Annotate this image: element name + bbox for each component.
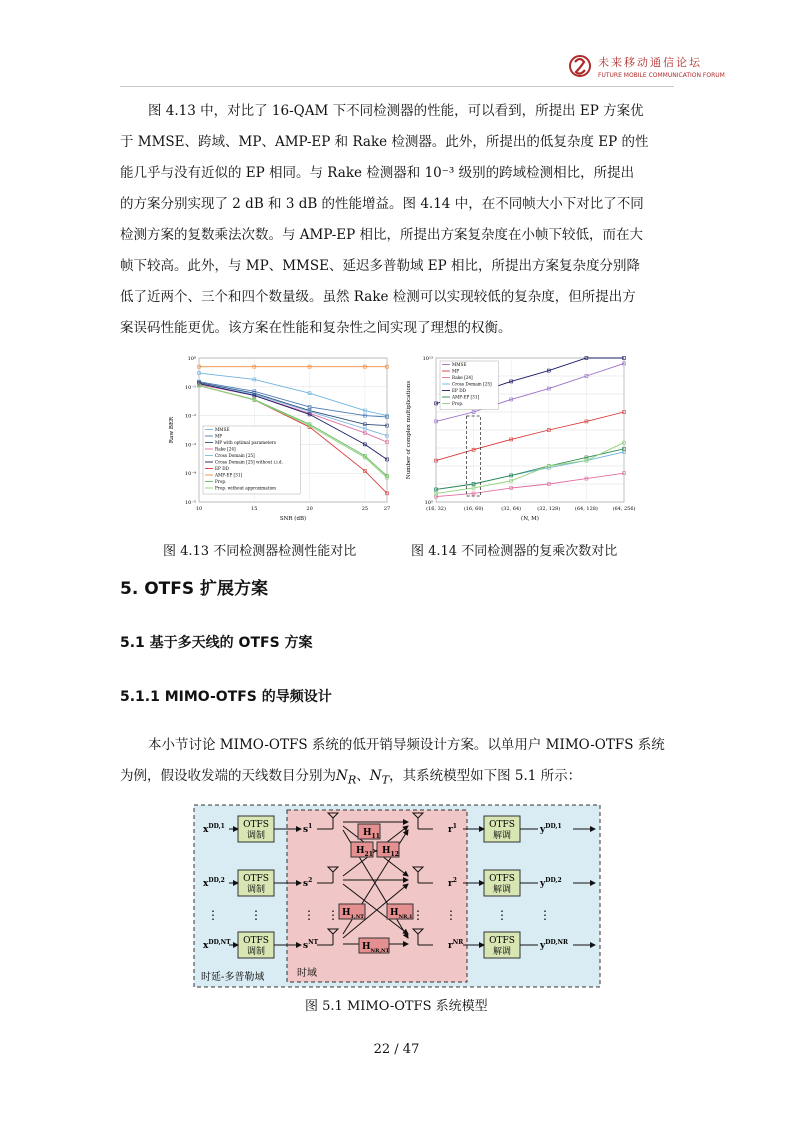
modulator-block xyxy=(238,816,274,842)
nt-sub: T xyxy=(381,773,390,787)
legend-label: MMSE xyxy=(452,362,467,367)
svg-text:调制: 调制 xyxy=(246,831,266,841)
x2-label: $x^{DD,2}$ xyxy=(203,877,225,889)
x-tick-label: 25 xyxy=(361,506,369,512)
chart-legend xyxy=(203,426,300,494)
legend-label: Rake [24] xyxy=(215,446,236,452)
intro-line: 案误码性能更优。该方案在性能和复杂性之间实现了理想的权衡。 xyxy=(120,320,512,336)
x1-label: $x^{DD,1}$ xyxy=(203,823,225,835)
svg-text:解调: 解调 xyxy=(492,947,512,957)
subsection-heading: 5.1 基于多天线的 OTFS 方案 xyxy=(120,635,313,651)
legend-label: EP DD xyxy=(452,388,466,393)
intro-line: 的方案分别实现了 2 dB 和 3 dB 的性能增益。图 4.14 中，在不同帧大小下对比了不同 xyxy=(120,196,644,212)
s2-label: $s^2$ xyxy=(303,877,313,889)
complexity-chart xyxy=(402,352,636,524)
pilot-text: ，其系统模型如下图 5.1 所示： xyxy=(389,768,582,784)
svg-text:⋮: ⋮ xyxy=(303,908,315,922)
svg-text:⋮: ⋮ xyxy=(496,908,508,922)
nt-symbol xyxy=(369,768,390,787)
legend-label: Cross Domain [25] xyxy=(215,453,255,458)
svg-text:OTFS: OTFS xyxy=(243,936,269,946)
separator: 、 xyxy=(356,768,370,784)
h1n-box xyxy=(339,904,365,920)
y-axis-label: Number of complex multiplications xyxy=(406,380,412,480)
svg-text:OTFS: OTFS xyxy=(489,874,515,884)
legend-label: Prop. xyxy=(215,479,227,484)
nr-sub: R xyxy=(347,773,357,787)
y-tick-label: 10⁻³ xyxy=(184,442,196,449)
nr-symbol xyxy=(336,768,357,787)
header-divider xyxy=(120,86,674,87)
x-tick-label: (32, 64) xyxy=(501,506,522,512)
legend-label: MP xyxy=(215,433,223,439)
intro-line: 能几乎与没有近似的 EP 相同。与 Rake 检测器和 10⁻³ 级别的跨域检测相比，所提出 xyxy=(120,165,635,181)
logo-chinese: 未来移动通信论坛 xyxy=(598,56,702,69)
svg-text:OTFS: OTFS xyxy=(243,820,269,830)
x-tick-label: 20 xyxy=(306,506,313,512)
demodulator-block xyxy=(484,816,520,842)
yn-label: $y^{DD,NR}$ xyxy=(540,939,568,951)
svg-text:OTFS: OTFS xyxy=(243,874,269,884)
svg-text:⋮: ⋮ xyxy=(207,908,219,922)
x-axis-label: SNR (dB) xyxy=(279,516,307,522)
x-tick-label: (64, 128) xyxy=(574,506,598,512)
svg-text:解调: 解调 xyxy=(492,831,512,841)
x-tick-label: (16, 60) xyxy=(463,506,484,512)
y1-label: $y^{DD,1}$ xyxy=(540,823,562,835)
nr-letter: N xyxy=(336,768,348,784)
intro-line: 于 MMSE、跨域、MP、AMP-EP 和 Rake 检测器。此外，所提出的低复杂度 EP 的性 xyxy=(120,134,649,150)
r1-label: $r^1$ xyxy=(448,823,457,835)
hn1-box xyxy=(387,904,413,920)
y-tick-label: 10⁻⁴ xyxy=(184,471,196,478)
y-tick-label: 10⁻¹ xyxy=(184,384,196,391)
fig-5-1-caption: 图 5.1 MIMO-OTFS 系统模型 xyxy=(305,999,488,1014)
pilot-text: 为例，假设收发端的天线数目分别为 xyxy=(120,768,336,784)
legend-label: AMP-EP [31] xyxy=(452,394,480,400)
x-tick-label: 27 xyxy=(383,506,391,512)
modulator-block xyxy=(238,932,274,958)
section-heading: 5. OTFS 扩展方案 xyxy=(120,579,269,599)
y-axis-label: Raw BER xyxy=(169,416,175,444)
legend-label: Cross Domain [25] without i.i.d. xyxy=(215,459,283,465)
x-tick-label: 10 xyxy=(195,506,203,512)
legend-label: Prop. xyxy=(452,401,464,406)
svg-text:⋮: ⋮ xyxy=(327,908,339,922)
demodulator-block xyxy=(484,870,520,896)
rn-label: $r^{NR}$ xyxy=(448,939,464,951)
mimo-otfs-diagram xyxy=(193,804,601,988)
logo-text xyxy=(598,54,725,79)
h21-box xyxy=(351,842,373,858)
svg-text:调制: 调制 xyxy=(246,885,266,895)
svg-text:解调: 解调 xyxy=(492,885,512,895)
svg-text:HNR,1: $H_{NR,1}$ xyxy=(390,908,413,920)
legend-label: MMSE xyxy=(215,427,230,432)
x-tick-label: 15 xyxy=(251,506,258,512)
x-tick-label: (64, 256) xyxy=(612,506,636,512)
y2-label: $y^{DD,2}$ xyxy=(540,877,562,889)
svg-text:⋮: ⋮ xyxy=(445,908,457,922)
chart-legend xyxy=(440,361,498,410)
svg-text:H1,NT: $H_{1,NT}$ xyxy=(342,908,365,920)
y-tick-label: 10⁵ xyxy=(424,500,433,506)
modulator-block xyxy=(238,870,274,896)
hnn-box xyxy=(359,938,390,954)
svg-text:H11: $H_{11}$ xyxy=(363,828,380,840)
y-tick-label: 10¹³ xyxy=(422,356,433,362)
svg-text:H12: $H_{12}$ xyxy=(382,846,399,858)
dd-domain-label: 时延-多普勒域 xyxy=(201,972,265,983)
fig-4-14-caption: 图 4.14 不同检测器的复乘次数对比 xyxy=(411,544,618,559)
y-tick-label: 10⁻² xyxy=(184,413,196,420)
fig-4-13-caption: 图 4.13 不同检测器检测性能对比 xyxy=(163,544,357,559)
intro-line: 低了近两个、三个和四个数量级。虽然 Rake 检测可以实现较低的复杂度，但所提出方 xyxy=(120,289,636,305)
subsubsection-heading: 5.1.1 MIMO-OTFS 的导频设计 xyxy=(120,689,332,705)
time-domain-label: 时域 xyxy=(297,968,317,979)
intro-line: 图 4.13 中，对比了 16-QAM 下不同检测器的性能，可以看到，所提出 EP 方案优 xyxy=(148,103,644,119)
demodulator-block xyxy=(484,932,520,958)
ber-chart xyxy=(165,352,393,524)
page-number: 22 / 47 xyxy=(373,1042,420,1057)
logo-english: FUTURE MOBILE COMMUNICATION FORUM xyxy=(598,72,725,79)
h12-box xyxy=(377,842,399,858)
x-tick-label: (16, 32) xyxy=(426,506,446,512)
intro-paragraph xyxy=(120,96,674,344)
s1-label: $s^1$ xyxy=(303,823,313,835)
svg-text:HNR,NT: $H_{NR,NT}$ xyxy=(362,942,390,954)
x-tick-label: (32, 128) xyxy=(537,506,561,512)
y-tick-label: 10⁻⁵ xyxy=(184,500,196,506)
h11-box xyxy=(358,824,380,840)
legend-label: Prop. without approximation xyxy=(215,485,277,491)
svg-text:⋮: ⋮ xyxy=(412,908,424,922)
svg-text:OTFS: OTFS xyxy=(489,936,515,946)
legend-label: AMP-EP [31] xyxy=(215,472,243,478)
sn-label: $s^{NT}$ xyxy=(303,939,319,951)
legend-label: MP with optimal parameters xyxy=(215,440,276,445)
pilot-line xyxy=(120,761,674,796)
intro-line: 检测方案的复数乘法次数。与 AMP-EP 相比，所提出方案复杂度在小帧下较低，而在大 xyxy=(120,227,643,243)
y-tick-label: 10⁰ xyxy=(187,356,196,362)
legend-label: Rake [24] xyxy=(452,375,473,380)
pilot-paragraph xyxy=(120,730,674,796)
legend-label: MP xyxy=(452,368,460,374)
svg-text:⋮: ⋮ xyxy=(539,908,551,922)
legend-label: Cross Domain [25] xyxy=(452,381,492,387)
x-axis-label: (N, M) xyxy=(521,516,539,522)
intro-line: 帧下较高。此外，与 MP、MMSE、延迟多普勒域 EP 相比，所提出方案复杂度分别降 xyxy=(120,258,640,274)
svg-text:⋮: ⋮ xyxy=(250,908,262,922)
pilot-line: 本小节讨论 MIMO-OTFS 系统的低开销导频设计方案。以单用户 MIMO-OTFS 系统 xyxy=(148,737,665,753)
svg-text:调制: 调制 xyxy=(246,947,266,957)
xn-label: $x^{DD,NT}$ xyxy=(203,939,231,951)
nt-letter: N xyxy=(369,768,382,784)
r2-label: $r^2$ xyxy=(448,877,457,889)
legend-label: EP DD xyxy=(215,466,229,471)
svg-text:H21: $H_{21}$ xyxy=(356,846,373,858)
svg-text:OTFS: OTFS xyxy=(489,820,515,830)
